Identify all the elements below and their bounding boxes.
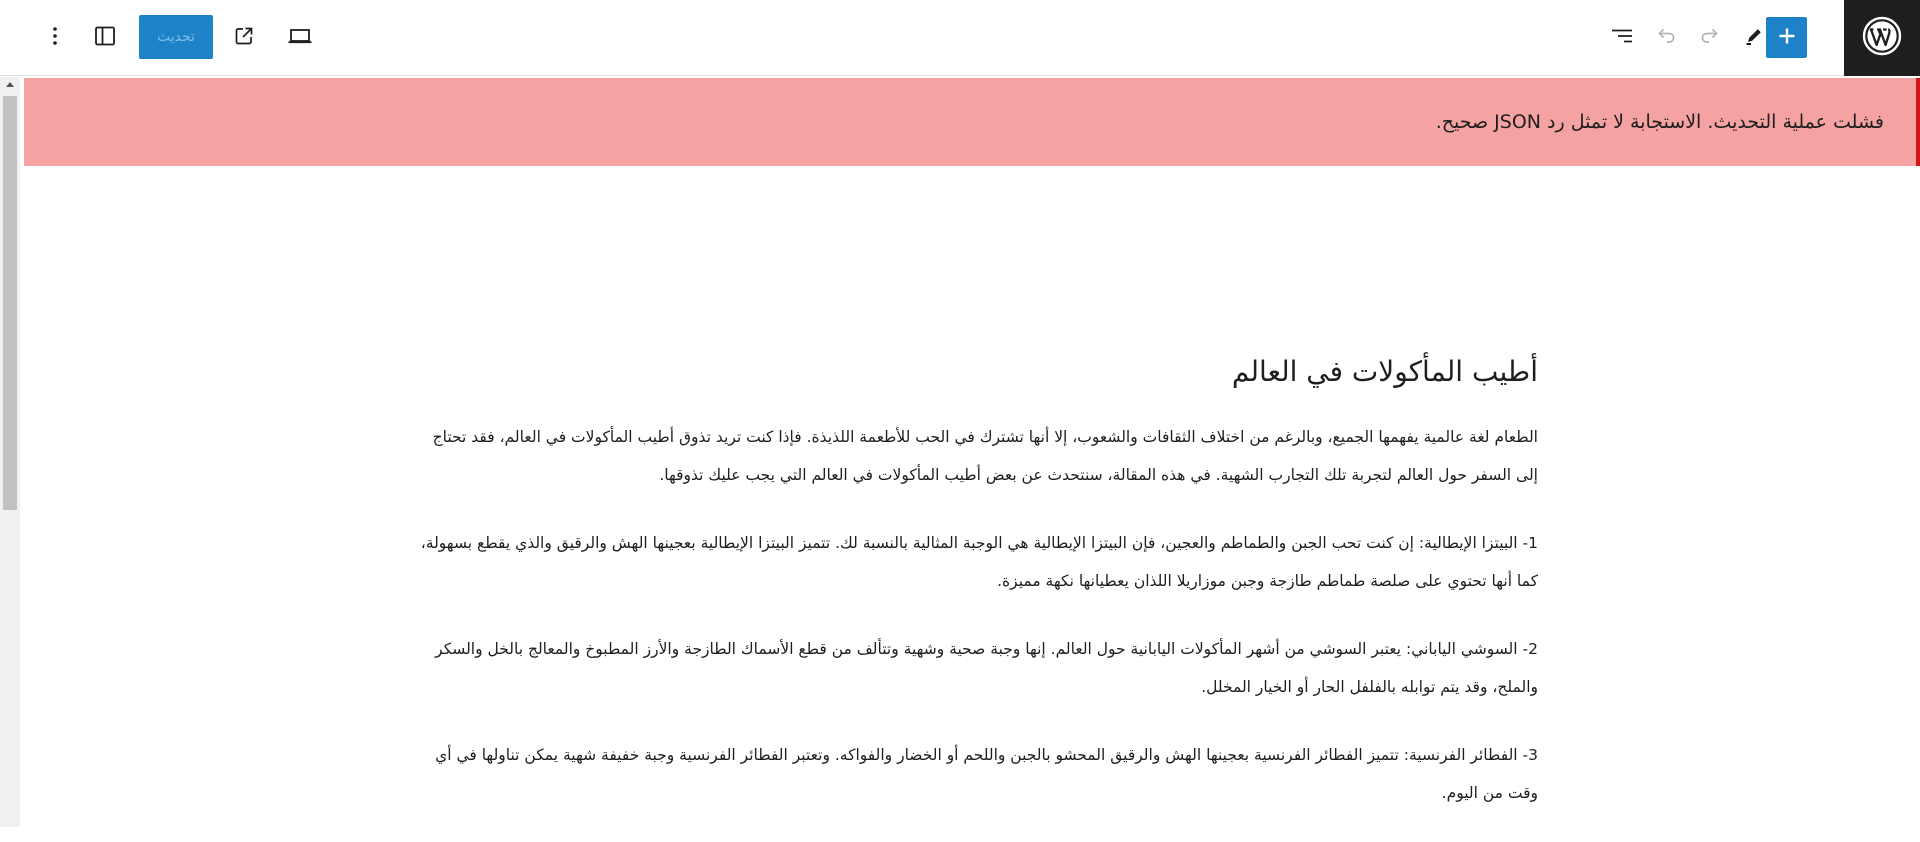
plus-icon (1777, 26, 1797, 50)
view-post-button[interactable] (222, 16, 266, 60)
error-notice-text: فشلت عملية التحديث. الاستجابة لا تمثل رد JSON صحيح. (1435, 111, 1884, 133)
editor-toolbar (0, 0, 1920, 76)
preview-button[interactable] (278, 16, 322, 60)
edit-tool-button[interactable] (1732, 16, 1776, 60)
redo-button[interactable] (1688, 16, 1732, 60)
update-button[interactable] (139, 15, 213, 59)
post-content (418, 330, 1538, 842)
paragraph-block[interactable]: 3- الفطائر الفرنسية: تتميز الفطائر الفرنسية بعجينها الهش والرقيق المحشو بالجبن واللحم أو الخضار والفواكه. وتعتبر الفطائر الفرنسية وجبة خفيفة شهية يمكن تناولها في أي وقت من اليوم. (435, 746, 1538, 803)
wordpress-logo-icon (1862, 16, 1902, 60)
pencil-icon (1743, 25, 1765, 51)
sidebar-settings-icon (93, 25, 117, 51)
editor-scrollbar-thumb[interactable] (3, 96, 17, 510)
paragraph-block[interactable]: 2- السوشي الياباني: يعتبر السوشي من أشهر المأكولات اليابانية حول العالم. إنها وجبة صحية وشهية وتتألف من قطع الأسماك الطازجة والأرز المطبوخ والمعالج بالخل والسكر والملح، وقد يتم توابله بالفلفل الحار أو الخيار المخلل. (435, 640, 1538, 697)
list-view-button[interactable] (1600, 16, 1644, 60)
redo-icon (1699, 25, 1721, 51)
paragraph-block[interactable]: الطعام لغة عالمية يفهمها الجميع، وبالرغم من اختلاف الثقافات والشعوب، إلا أنها تشترك في الحب للأطعمة اللذيذة. فإذا كنت تريد تذوق أطيب المأكولات في العالم، فقد تحتاج إلى السفر حول العالم لتجربة تلك التجارب الشهية. في هذه المقالة، سنتحدث عن بعض أطيب المأكولات في العالم التي يجب عليك تذوقها. (432, 428, 1538, 485)
post-title[interactable]: أطيب المأكولات في العالم (1231, 355, 1538, 388)
wordpress-logo-button[interactable] (1844, 0, 1920, 76)
paragraph-block[interactable]: 1- البيتزا الإيطالية: إن كنت تحب الجبن والطماطم والعجين، فإن البيتزا الإيطالية هي الوجبة المثالية بالنسبة لك. تتميز البيتزا الإيطالية بعجينها الهش والرقيق والذي يقطع بسهولة، كما أنها تحتوي على صلصة طماطم طازجة وجبن موزاريلا اللذان يعطيانها نكهة مميزة. (420, 534, 1538, 591)
settings-sidebar-button[interactable] (83, 16, 127, 60)
error-notice (24, 78, 1920, 166)
more-vertical-icon (52, 25, 58, 51)
desktop-preview-icon (287, 25, 313, 51)
options-button[interactable] (33, 16, 77, 60)
undo-icon (1655, 25, 1677, 51)
list-view-icon (1610, 25, 1634, 51)
update-label: تحديث (157, 29, 195, 45)
undo-button[interactable] (1644, 16, 1688, 60)
scroll-up-arrow-icon[interactable] (6, 82, 14, 87)
external-link-icon (233, 25, 255, 51)
